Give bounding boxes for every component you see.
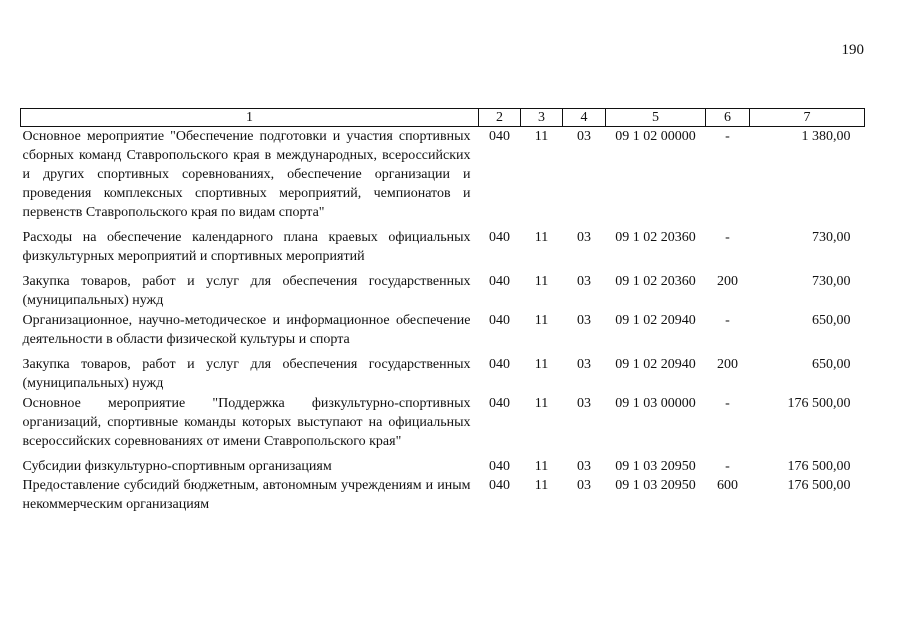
row-expense-type: 600 <box>717 478 738 493</box>
row-section-code: 11 <box>534 478 549 493</box>
row-section-code: 11 <box>534 274 549 289</box>
row-name: Субсидии физкультурно-спортивным организациям <box>22 459 332 474</box>
row-subsection-code: 03 <box>577 274 591 289</box>
row-section-code: 11 <box>534 357 549 372</box>
header-col-2: 2 <box>479 109 521 127</box>
row-target-article: 09 1 02 20360 <box>615 274 696 289</box>
table-row <box>21 127 865 223</box>
row-expense-type: - <box>725 459 730 474</box>
row-target-article: 09 1 03 20950 <box>615 478 696 493</box>
row-amount: 176 500,00 <box>787 396 851 411</box>
row-section-code: 11 <box>534 230 549 245</box>
row-subsection-code: 03 <box>577 357 591 372</box>
row-expense-type: - <box>725 396 730 411</box>
header-col-5: 5 <box>606 109 706 127</box>
row-target-article: 09 1 02 20940 <box>615 313 696 328</box>
row-name: Закупка товаров, работ и услуг для обеспечения государственных (муниципальных) нужд <box>22 357 471 391</box>
row-target-article: 09 1 02 20360 <box>615 230 696 245</box>
row-subsection-code: 03 <box>577 478 591 493</box>
row-amount: 176 500,00 <box>787 459 851 474</box>
table-row <box>21 310 865 349</box>
row-ministry-code: 040 <box>489 478 510 493</box>
budget-table <box>20 108 865 514</box>
row-expense-type: - <box>725 129 730 144</box>
row-ministry-code: 040 <box>489 129 510 144</box>
row-name: Основное мероприятие "Обеспечение подготовки и участия спортивных сборных команд Ставропольского края в международных, всероссийских и других спортивных соревнованиях, обеспечение организации и проведения комплексных спортивных мероприятий, чемпионатов и первенств Ставропольского края по видам спорта" <box>22 129 471 220</box>
table-row <box>21 222 865 266</box>
table-row <box>21 393 865 451</box>
row-ministry-code: 040 <box>489 396 510 411</box>
row-target-article: 09 1 03 20950 <box>615 459 696 474</box>
row-subsection-code: 03 <box>577 396 591 411</box>
header-col-6: 6 <box>706 109 750 127</box>
row-name: Основное мероприятие "Поддержка физкультурно-спортивных организаций, спортивные команды которых выступают на официальных всероссийских соревнованиях от имени Ставропольского края" <box>22 396 471 449</box>
row-name: Закупка товаров, работ и услуг для обеспечения государственных (муниципальных) нужд <box>22 274 471 308</box>
header-row <box>21 109 865 127</box>
row-amount: 730,00 <box>812 274 851 289</box>
row-ministry-code: 040 <box>489 459 510 474</box>
row-name: Организационное, научно-методическое и информационное обеспечение деятельности в области физической культуры и спорта <box>22 313 471 347</box>
row-amount: 650,00 <box>812 357 851 372</box>
row-ministry-code: 040 <box>489 357 510 372</box>
row-expense-type: - <box>725 230 730 245</box>
row-subsection-code: 03 <box>577 129 591 144</box>
row-amount: 730,00 <box>812 230 851 245</box>
row-amount: 176 500,00 <box>787 478 851 493</box>
header-col-7: 7 <box>750 109 865 127</box>
row-ministry-code: 040 <box>489 313 510 328</box>
page-number: 190 <box>841 42 864 58</box>
row-section-code: 11 <box>534 459 549 474</box>
row-amount: 1 380,00 <box>801 129 851 144</box>
row-section-code: 11 <box>534 129 549 144</box>
row-ministry-code: 040 <box>489 230 510 245</box>
row-subsection-code: 03 <box>577 459 591 474</box>
row-target-article: 09 1 03 00000 <box>615 396 696 411</box>
row-name: Предоставление субсидий бюджетным, автономным учреждениям и иным некоммерческим организациям <box>22 478 471 512</box>
row-target-article: 09 1 02 00000 <box>615 129 696 144</box>
row-target-article: 09 1 02 20940 <box>615 357 696 372</box>
header-col-1: 1 <box>21 109 479 127</box>
row-amount: 650,00 <box>812 313 851 328</box>
table-row <box>21 451 865 476</box>
table-row <box>21 476 865 514</box>
row-expense-type: - <box>725 313 730 328</box>
row-subsection-code: 03 <box>577 313 591 328</box>
row-name: Расходы на обеспечение календарного плана краевых официальных физкультурных мероприятий и спортивных мероприятий <box>22 230 471 264</box>
row-section-code: 11 <box>534 396 549 411</box>
header-col-3: 3 <box>521 109 563 127</box>
row-expense-type: 200 <box>717 274 738 289</box>
header-col-4: 4 <box>563 109 606 127</box>
row-ministry-code: 040 <box>489 274 510 289</box>
table-row <box>21 349 865 393</box>
row-section-code: 11 <box>534 313 549 328</box>
row-subsection-code: 03 <box>577 230 591 245</box>
row-expense-type: 200 <box>717 357 738 372</box>
table-row <box>21 266 865 310</box>
